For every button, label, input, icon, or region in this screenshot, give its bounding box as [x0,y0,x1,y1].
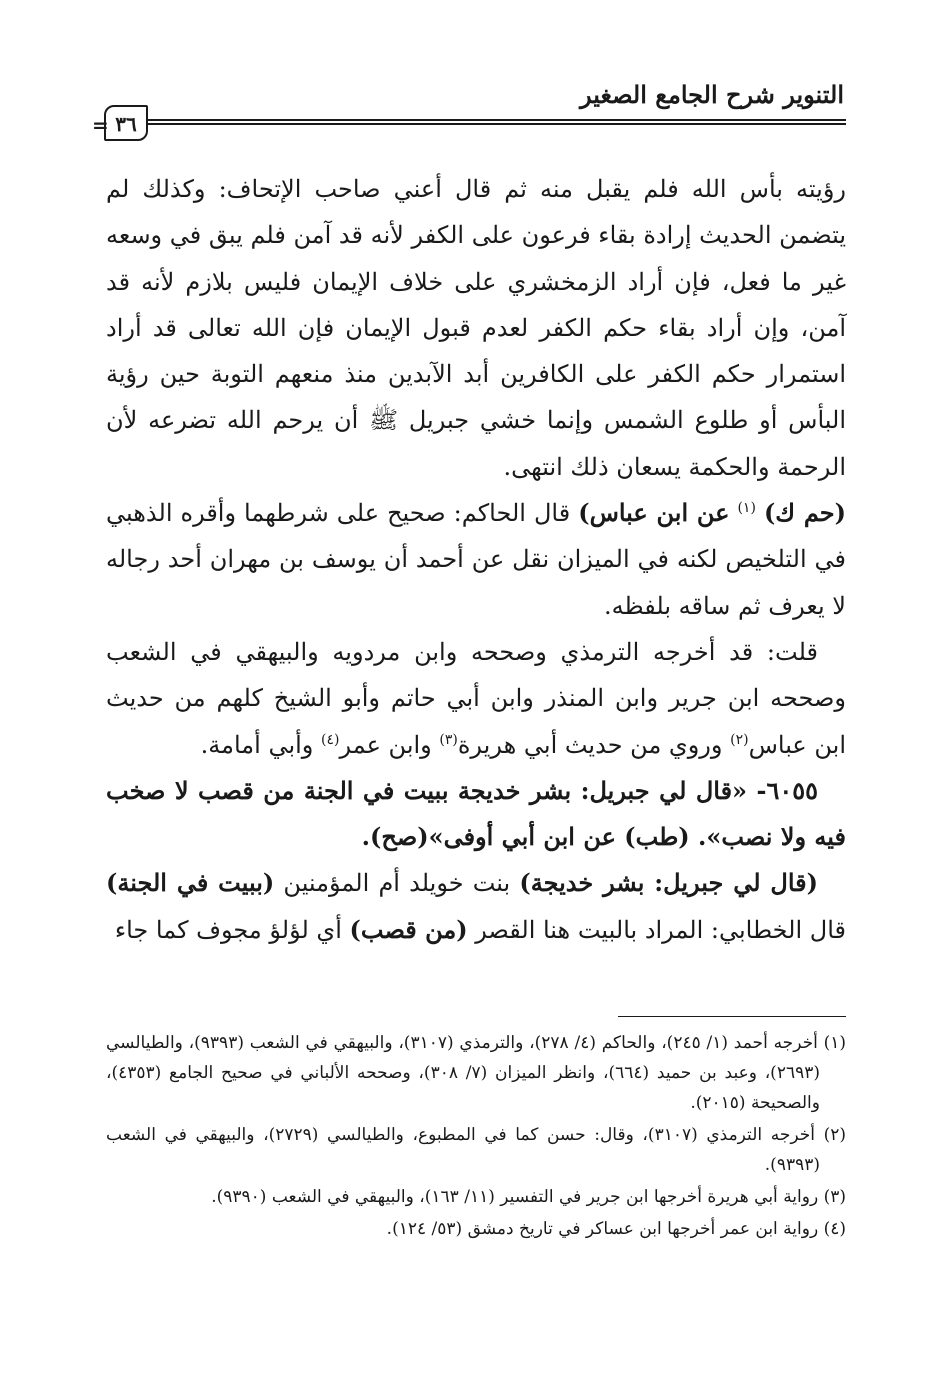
footnote-2: (٢) أخرجه الترمذي (٣١٠٧)، وقال: حسن كما في المطبوع، والطيالسي (٢٧٢٩)، والبيهقي في الشعب (٩٣٩٣). [106,1125,846,1175]
qultu-text-4: وأبي أمامة. [200,730,322,759]
qultu-text-1: قلت: قد أخرجه الترمذي وصححه وابن مردويه والبيهقي في الشعب وصححه ابن جرير وابن المنذر وابن أبي حاتم وأبو الشيخ كلهم من حديث ابن عباس [106,637,846,759]
sharh-bold-1: (قال لي جبريل: بشر خديجة) [519,868,818,898]
header-ornament-icon: = [92,113,109,137]
sharh-text-3: أي لؤلؤ مجوف كما جاء [114,915,350,944]
paragraph-qultu [106,629,846,768]
footnote-separator [618,1016,846,1017]
paragraph-sharh [106,860,846,953]
footnote-ref-4: (٤) [321,731,340,748]
running-header-title: التنوير شرح الجامع الصغير [580,80,844,109]
page-number-box [104,105,148,141]
footnote-ref-1: (١) [737,500,756,517]
main-text [106,166,846,953]
hadith-text: ٦٠٥٥- «قال لي جبريل: بشر خديجة ببيت في الجنة من قصب لا صخب فيه ولا نصب». (طب) عن ابن أبي أوفى»(صح). [106,775,846,852]
header-double-rule [148,119,846,125]
source-abbrev: (حم ك) [763,498,846,528]
qultu-text-3: وابن عمر [339,730,440,759]
narrator: عن ابن عباس) [578,498,730,528]
footnotes [106,1028,846,1246]
paragraph-takhrij [106,490,846,629]
takhrij-text: قال الحاكم: صحيح على شرطهما وأقره الذهبي في التلخيص لكنه في الميزان نقل عن أحمد أن يوسف بن مهران أحد رجاله لا يعرف ثم ساقه بلفظه. [106,499,846,620]
hadith-6055 [106,768,846,861]
paragraph-commentary: رؤيته بأس الله فلم يقبل منه ثم قال أعني صاحب الإتحاف: وكذلك لم يتضمن الحديث إرادة بقاء فرعون على الكفر لأنه قد آمن فلم يبق في وسعه غير ما فعل، فإن أراد الزمخشري على خلاف الإيمان فليس بلازم لأنه قد آمن، وإن أراد بقاء حكم الكفر لعدم قبول الإيمان فإن الله تعالى قد أراد استمرار حكم الكفر على الكافرين أبد الآبدين منذ منعهم التوبة حين رؤية البأس أو طلوع الشمس وإنما خشي جبريل ﷺ أن يرحم الله تضرعه لأن الرحمة والحكمة يسعان ذلك انتهى. [106,175,846,481]
sharh-text-2: قال الخطابي: المراد بالبيت هنا القصر [467,915,846,944]
sharh-bold-2: (ببيت في الجنة) [106,868,275,898]
footnote-1: (١) أخرجه أحمد (١/ ٢٤٥)، والحاكم (٤/ ٢٧٨)، والترمذي (٣١٠٧)، والبيهقي في الشعب (٩٣٩٣)، والطيالسي (٢٦٩٣)، وعبد بن حميد (٦٦٤)، وانظر الميزان (٧/ ٣٠٨)، وصححه الألباني في صحيح الجامع (٤٣٥٣)، والصحيحة (٢٠١٥). [106,1033,847,1113]
footnote-ref-2: (٢) [730,731,749,748]
qultu-text-2: وروي من حديث أبي هريرة [457,730,731,759]
page-number: ٣٦ [115,112,137,136]
sharh-text-1: بنت خويلد أم المؤمنين [274,869,520,898]
footnote-ref-3: (٣) [439,731,458,748]
sharh-bold-3: (من قصب) [349,914,468,944]
footnote-3: (٣) رواية أبي هريرة أخرجها ابن جرير في التفسير (١١/ ١٦٣)، والبيهقي في الشعب (٩٣٩٠). [211,1187,846,1207]
footnote-4: (٤) رواية ابن عمر أخرجها ابن عساكر في تاريخ دمشق (٥٣/ ١٢٤). [386,1219,846,1239]
